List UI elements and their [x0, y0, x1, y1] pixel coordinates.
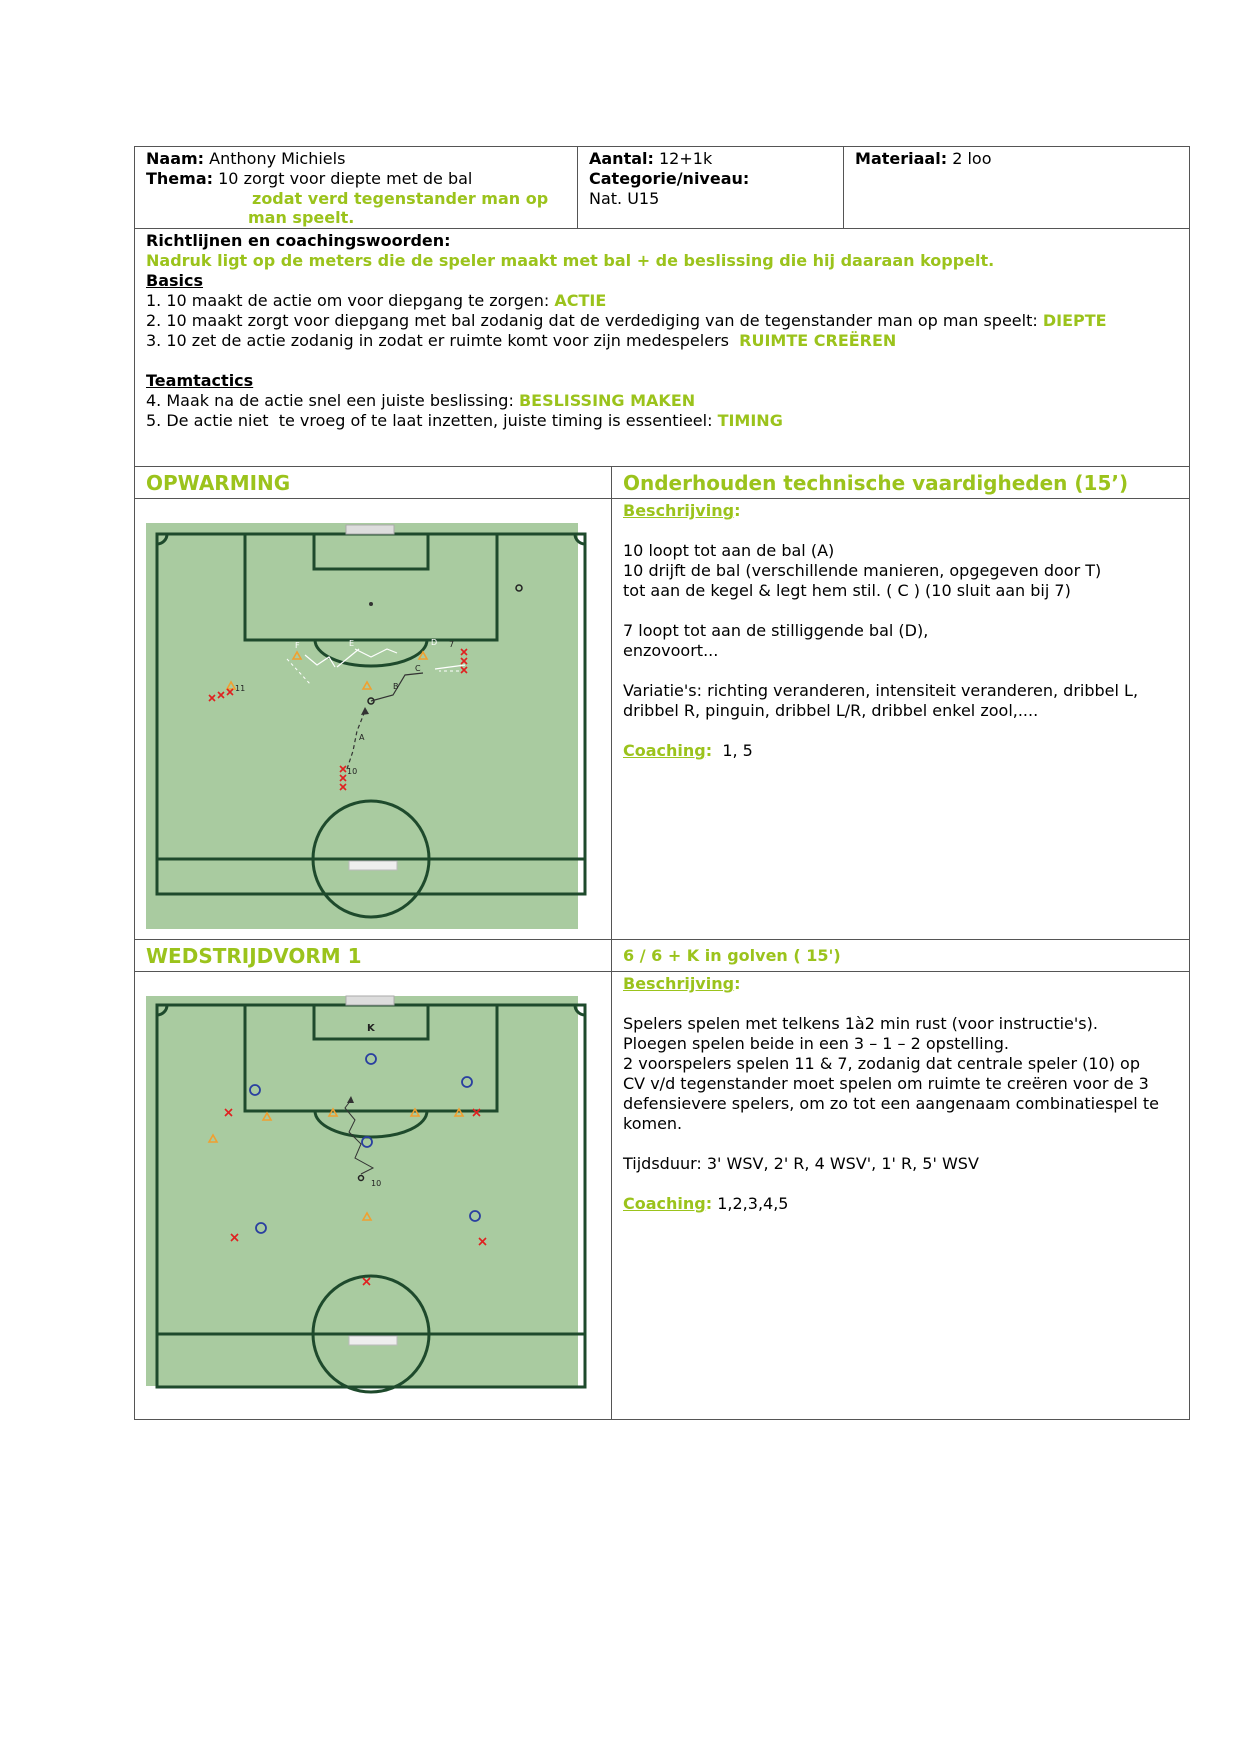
aantal-value: 12+1k: [659, 149, 713, 168]
desc-line: komen.: [623, 1114, 683, 1133]
opwarming-title: OPWARMING: [135, 467, 612, 499]
desc-line: Ploegen spelen beide in een 3 – 1 – 2 opstelling.: [623, 1034, 1010, 1053]
pitch-1-cell: [135, 499, 612, 940]
section2-subtitle: 6 / 6 + K in golven ( 15'): [612, 940, 1190, 972]
pitch-2-cell: [135, 972, 612, 1420]
materiaal-value: 2 loo: [952, 149, 992, 168]
pitch-1-label-c: C: [415, 664, 421, 673]
desc-line: dribbel R, pinguin, dribbel L/R, dribbel enkel zool,....: [623, 701, 1039, 720]
coaching-label: Coaching: [623, 1194, 706, 1213]
pitch-1-label-d: D: [431, 638, 438, 647]
pitch-1-label-10: 10: [347, 767, 358, 776]
categorie-label: Categorie/niveau:: [589, 169, 750, 188]
pitch-2-label-10: 10: [371, 1179, 382, 1188]
coaching-value: 1,2,3,4,5: [717, 1194, 789, 1213]
training-sheet: [134, 146, 1190, 1420]
beschrijving-label: Beschrijving: [623, 974, 735, 993]
desc-line: 2 voorspelers spelen 11 & 7, zodanig dat centrale speler (10) op: [623, 1054, 1140, 1073]
thema-value: 10 zorgt voor diepte met de bal: [218, 169, 473, 188]
naam-value: Anthony Michiels: [209, 149, 346, 168]
desc-line: enzovoort...: [623, 641, 719, 660]
categorie-value: Nat. U15: [589, 189, 660, 208]
desc-line: CV v/d tegenstander moet spelen om ruimte te creëren voor de 3: [623, 1074, 1149, 1093]
team-item: 5. De actie niet te vroeg of te laat inzetten, juiste timing is essentieel: TIMING: [146, 411, 783, 430]
pitch-1-label-e: E: [349, 639, 355, 648]
pitch-1-label-b: B: [393, 682, 399, 691]
pitch-1-label-7: 7: [449, 640, 455, 649]
pitch-2-diagram: [135, 972, 611, 1414]
beschrijving-label: Beschrijving: [623, 501, 735, 520]
pitch-1-diagram: [135, 499, 611, 934]
header-naam-thema-cell: [135, 147, 578, 229]
desc-line: tot aan de kegel & legt hem stil. ( C ) (10 sluit aan bij 7): [623, 581, 1071, 600]
materiaal-label: Materiaal:: [855, 149, 948, 168]
wedstrijdvorm-title: WEDSTRIJDVORM 1: [135, 940, 612, 972]
coaching-value: 1, 5: [722, 741, 753, 760]
desc-line: Variatie's: richting veranderen, intensiteit veranderen, dribbel L,: [623, 681, 1139, 700]
pitch-1-label-f: F: [295, 641, 300, 650]
header-aantal-cell: [578, 147, 844, 229]
basics-item: 2. 10 maakt zorgt voor diepgang met bal zodanig dat de verdediging van de tegenstander man op man speelt: DIEPTE: [146, 311, 1107, 330]
teamtactics-title: Teamtactics: [146, 371, 254, 390]
pitch-2-label-k: K: [367, 1023, 375, 1034]
guidelines-title: Richtlijnen en coachingswoorden:: [146, 231, 451, 250]
pitch-1-label-11: 11: [235, 684, 246, 693]
desc-line: 10 drijft de bal (verschillende manieren, opgegeven door T): [623, 561, 1102, 580]
desc-line: 7 loopt tot aan de stilliggende bal (D),: [623, 621, 929, 640]
guidelines-cell: [135, 229, 1190, 467]
pitch-1-label-a: A: [359, 733, 365, 742]
section1-subtitle: Onderhouden technische vaardigheden (15’): [612, 467, 1190, 499]
basics-title: Basics: [146, 271, 204, 290]
thema-highlight-2: man speelt.: [248, 208, 355, 227]
desc-line: 10 loopt tot aan de bal (A): [623, 541, 835, 560]
basics-item: 1. 10 maakt de actie om voor diepgang te zorgen: ACTIE: [146, 291, 607, 310]
section2-description: Beschrijving: Spelers spelen met telkens 1à2 min rust (voor instructie's). Ploegen spelen beide in een 3 – 1 – 2 opstelling. 2 voorspelers spelen 11 & 7, zodanig dat centrale speler (10) op CV v/d tegenstander moet spelen om ruimte te creëren voor de 3 defensievere spelers, om zo tot een aangenaam combinatiespel te komen. Tijdsduur: 3' WSV, 2' R, 4 WSV', 1' R, 5' WSV Coaching: 1,2,3,4,5: [612, 972, 1190, 1420]
thema-highlight-1: zodat verd tegenstander man op: [252, 189, 549, 208]
coaching-label: Coaching: [623, 741, 706, 760]
header-materiaal-cell: [844, 147, 1190, 229]
aantal-label: Aantal:: [589, 149, 654, 168]
desc-line: defensievere spelers, om zo tot een aangenaam combinatiespel te: [623, 1094, 1159, 1113]
desc-line: Spelers spelen met telkens 1à2 min rust (voor instructie's).: [623, 1014, 1098, 1033]
guidelines-emphasis: Nadruk ligt op de meters die de speler maakt met bal + de beslissing die hij daaraan koppelt.: [146, 251, 995, 270]
naam-label: Naam:: [146, 149, 205, 168]
team-item: 4. Maak na de actie snel een juiste beslissing: BESLISSING MAKEN: [146, 391, 696, 410]
tijdsduur: Tijdsduur: 3' WSV, 2' R, 4 WSV', 1' R, 5' WSV: [623, 1154, 979, 1173]
basics-item: 3. 10 zet de actie zodanig in zodat er ruimte komt voor zijn medespelers RUIMTE CREËREN: [146, 331, 897, 350]
thema-label: Thema:: [146, 169, 214, 188]
section1-description: Beschrijving: 10 loopt tot aan de bal (A) 10 drijft de bal (verschillende manieren, opgegeven door T) tot aan de kegel & legt hem stil. ( C ) (10 sluit aan bij 7) 7 loopt tot aan de stilliggende bal (D), enzovoort... Variatie's: richting veranderen, intensiteit veranderen, dribbel L, dribbel R, pinguin, dribbel L/R, dribbel enkel zool,.... Coaching: 1, 5: [612, 499, 1190, 940]
